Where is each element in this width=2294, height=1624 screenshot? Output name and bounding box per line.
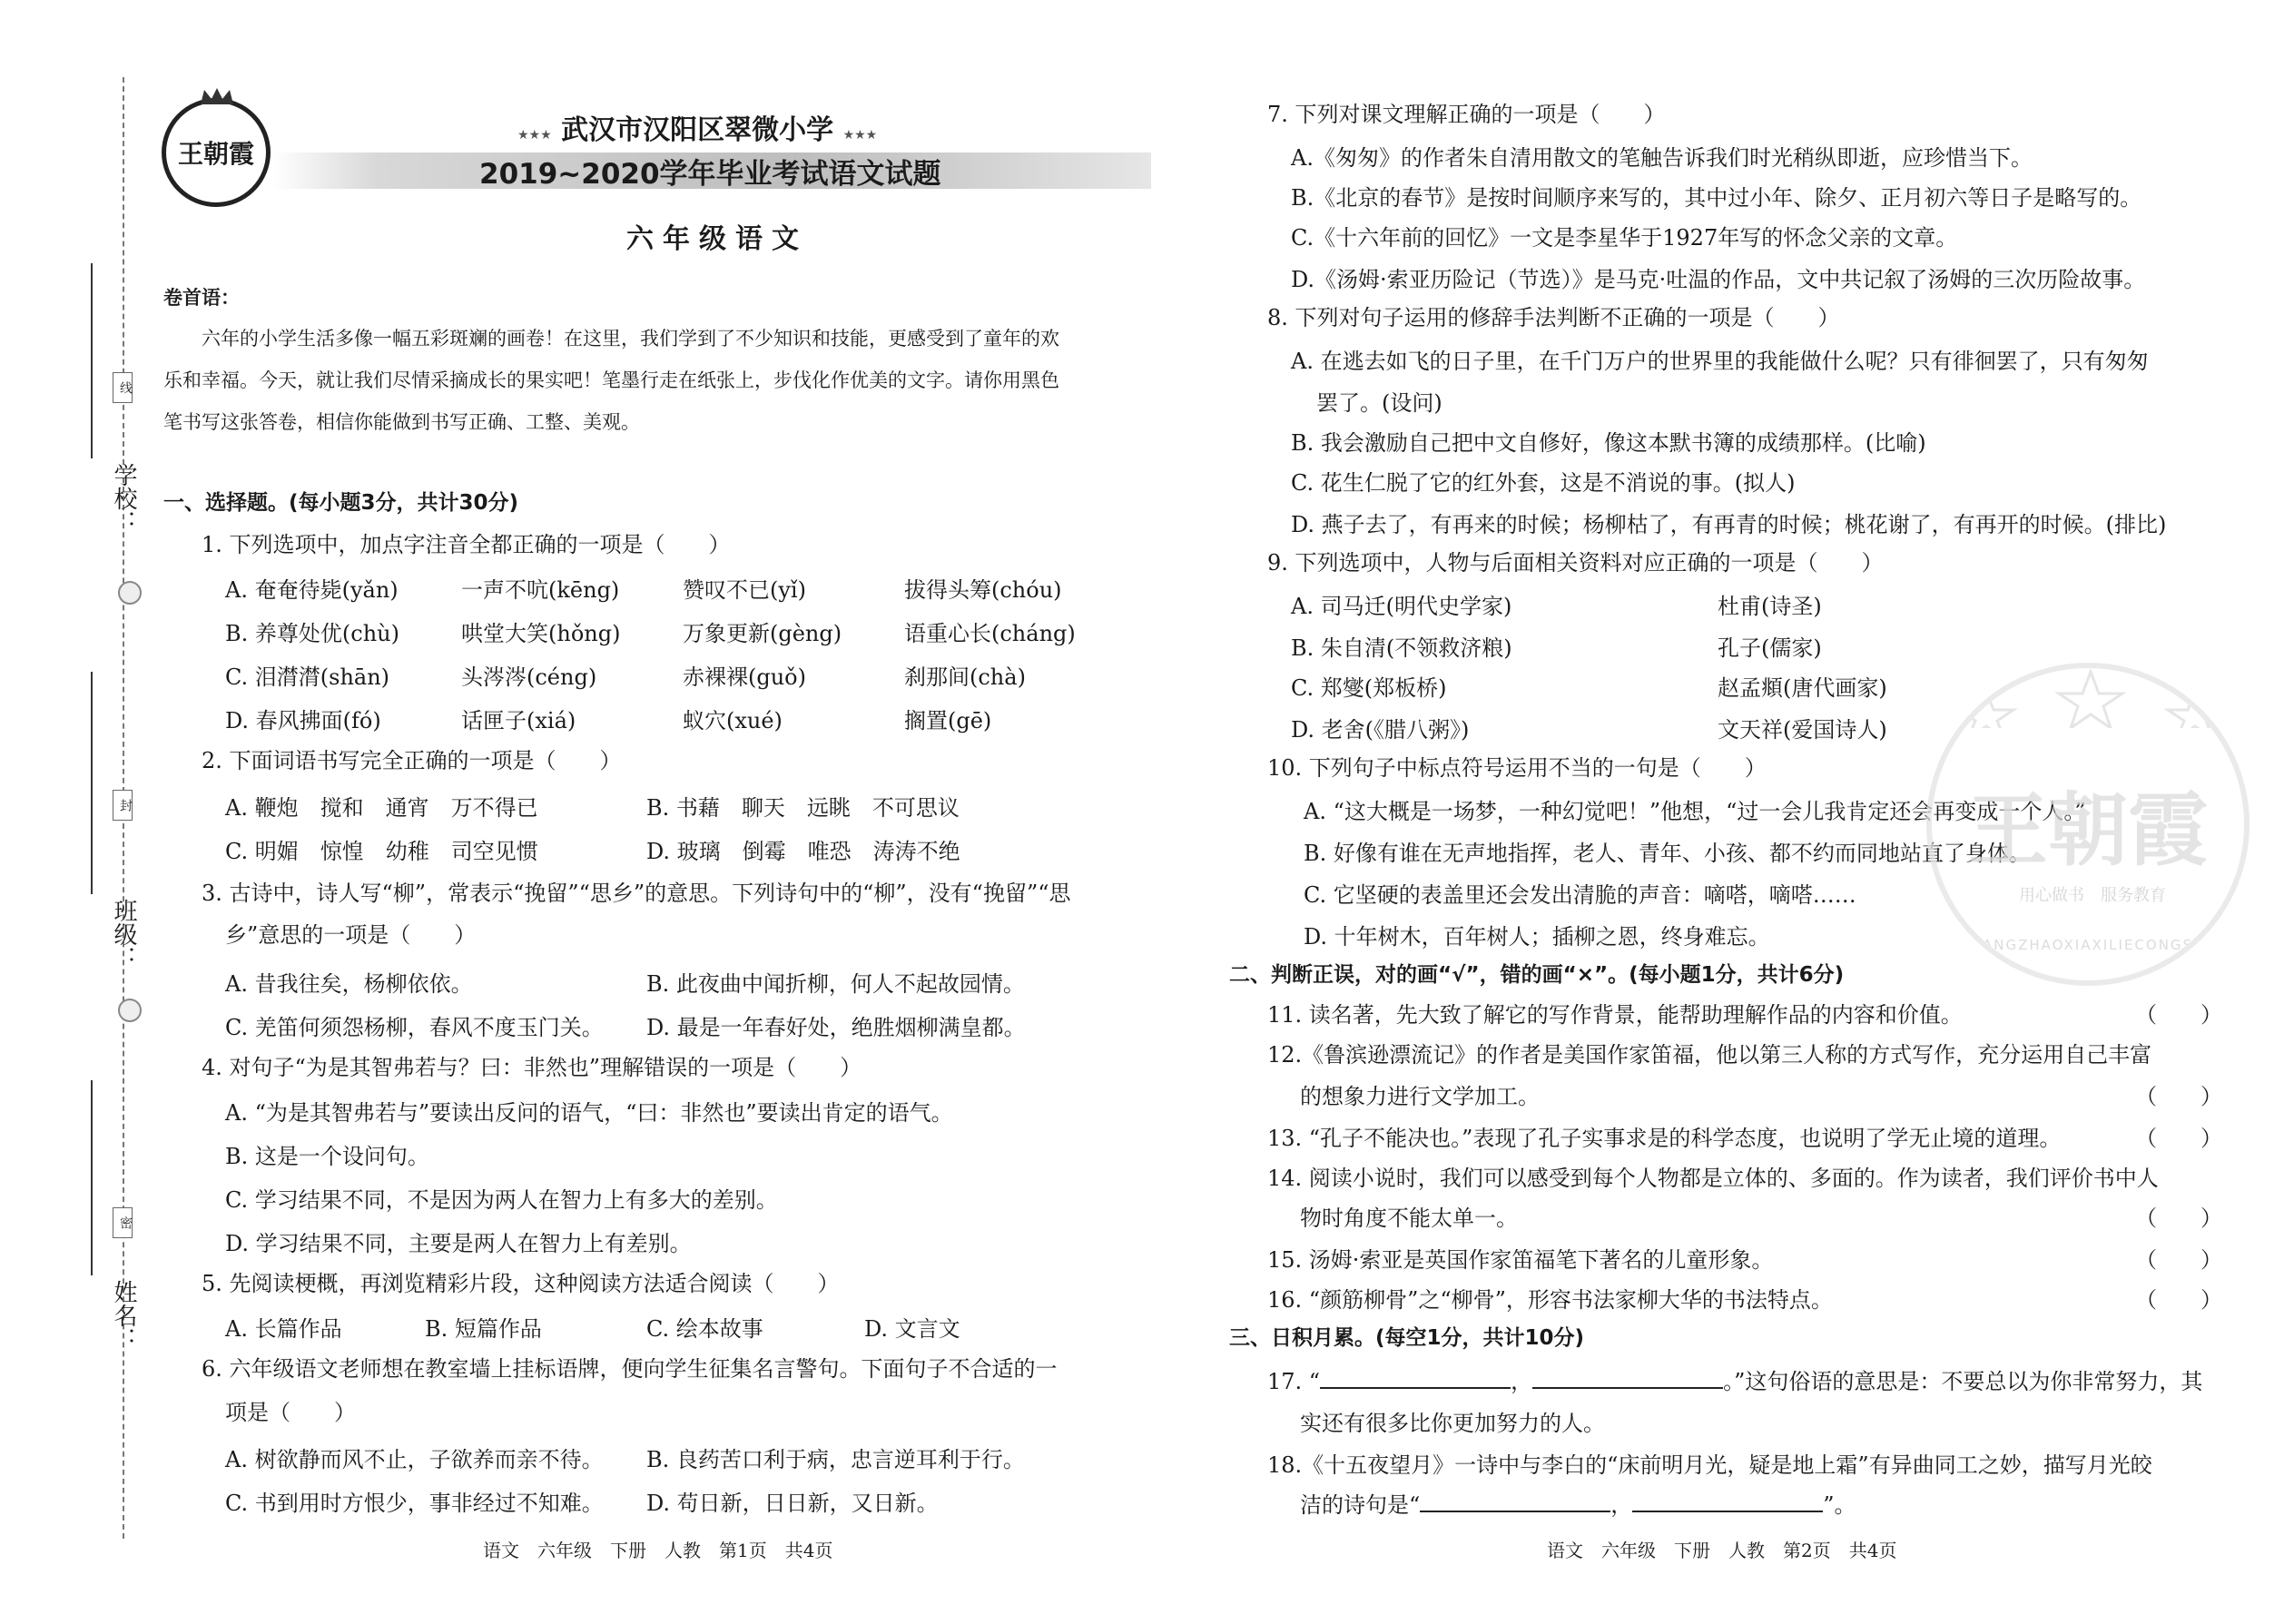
q1-word: 蚁穴(xué) [683, 708, 783, 733]
q8-option-d[interactable]: D. 燕子去了，有再来的时候；杨柳枯了，有再青的时候；桃花谢了，有再开的时候。(排比) [1291, 512, 2167, 537]
q6-stem: 项是（ ） [225, 1400, 356, 1425]
school-name [517, 107, 877, 147]
watermark-text: 王朝霞 [1967, 782, 2208, 877]
q1-word: 拔得头筹(chóu) [904, 577, 1062, 603]
answer-paren[interactable]: （ ） [2135, 1247, 2222, 1273]
q13: 13. “孔子不能决也。”表现了孔子实事求是的科学态度，也说明了学无止境的道理。 [1267, 1126, 2062, 1151]
q5-option-d[interactable]: D. 文言文 [864, 1316, 960, 1342]
q7-option-b[interactable]: B.《北京的春节》是按时间顺序来写的，其中过小年、除夕、正月初六等日子是略写的。 [1291, 185, 2142, 211]
q4-option-b[interactable]: B. 这是一个设问句。 [225, 1144, 429, 1169]
star-icon: ★★★ [842, 128, 878, 143]
q9-option-c[interactable]: C. 郑燮(郑板桥) [1291, 675, 1447, 701]
class-label: 班级： [110, 899, 137, 969]
q2-option-c[interactable]: C. 明媚 惊惶 幼稚 司空见惯 [225, 839, 538, 864]
star-icon: ★★★ [517, 128, 552, 143]
q9-option-a[interactable]: A. 司马迁(明代史学家) [1291, 594, 1512, 619]
q14: 14. 阅读小说时，我们可以感受到每个人物都是立体的、多面的。作为读者，我们评价书中人 [1267, 1166, 2159, 1191]
q7-option-a[interactable]: A.《匆匆》的作者朱自清用散文的笔触告诉我们时光稍纵即逝，应珍惜当下。 [1291, 145, 2033, 171]
q1-option[interactable]: D. 春风拂面(fó) [225, 708, 381, 733]
q1-word: 话匣子(xiá) [461, 708, 576, 733]
q6-option-a[interactable]: A. 树欲静而风不止，子欲养而亲不待。 [225, 1447, 604, 1472]
q3-option-c[interactable]: C. 羌笛何须怨杨柳，春风不度玉门关。 [225, 1015, 604, 1040]
q17-line-2: 实还有很多比你更加努力的人。 [1300, 1411, 1605, 1436]
q9-option-d[interactable]: D. 老舍(《腊八粥》) [1291, 717, 1470, 743]
watermark-slogan: 用心做书 服务教育 [2019, 886, 2166, 905]
preface-line: 六年的小学生活多像一幅五彩斑斓的画卷！在这里，我们学到了不少知识和技能，更感受到了童年的欢 [202, 328, 1059, 349]
answer-paren[interactable]: （ ） [2135, 1206, 2222, 1231]
q8-option-c[interactable]: C. 花生仁脱了它的红外套，这是不消说的事。(拟人) [1291, 470, 1796, 496]
q18-post: ”。 [1823, 1492, 1856, 1518]
q17-blank-1[interactable] [1320, 1365, 1511, 1389]
q1-word: 一声不吭(kēng) [461, 577, 620, 603]
q4-option-a[interactable]: A. “为是其智弗若与”要读出反问的语气，“曰：非然也”要读出肯定的语气。 [225, 1100, 953, 1126]
school-name-text: 武汉市汉阳区翠微小学 [561, 114, 834, 146]
q18-sep: ， [1610, 1492, 1633, 1518]
q9-pair: 杜甫(诗圣) [1718, 594, 1822, 619]
q5-option-b[interactable]: B. 短篇作品 [425, 1316, 542, 1342]
answer-paren[interactable]: （ ） [2135, 1084, 2222, 1109]
q1-word: 搁置(gē) [904, 708, 992, 733]
footer-page-2: 语文 六年级 下册 人教 第2页 共4页 [1547, 1540, 1897, 1561]
q18-line: 18.《十五夜望月》一诗中与李白的“床前明月光，疑是地上霜”有异曲同工之妙，描写月光皎 [1267, 1452, 2152, 1478]
q10-option-d[interactable]: D. 十年树木，百年树人；插柳之恩，终身难忘。 [1304, 924, 1770, 950]
q18-pre: 洁的诗句是“ [1300, 1492, 1421, 1518]
q1-option[interactable]: C. 泪潸潸(shān) [225, 664, 390, 690]
binding-hole [118, 581, 142, 605]
q2-option-b[interactable]: B. 书藉 聊天 远眺 不可思议 [646, 795, 960, 821]
answer-paren[interactable]: （ ） [2135, 1126, 2222, 1151]
name-field[interactable] [91, 1080, 93, 1275]
q12-cont: 的想象力进行文学加工。 [1300, 1084, 1540, 1109]
q7-stem: 7. 下列对课文理解正确的一项是（ ） [1267, 102, 1666, 127]
name-label: 姓名： [110, 1280, 137, 1351]
q10-option-c[interactable]: C. 它坚硬的表盖里还会发出清脆的声音：嘀嗒，嘀嗒…… [1304, 882, 1856, 908]
footer-page-1: 语文 六年级 下册 人教 第1页 共4页 [483, 1540, 833, 1561]
answer-paren[interactable]: （ ） [2135, 1002, 2222, 1028]
q9-option-b[interactable]: B. 朱自清(不领救济粮) [1291, 635, 1512, 661]
q1-word: 赤裸裸(guǒ) [683, 664, 806, 690]
q9-pair: 文天祥(爱国诗人) [1718, 717, 1887, 743]
q8-option-a-cont: 罢了。(设问) [1316, 390, 1442, 416]
section-3-title: 三、日积月累。(每空1分，共计10分) [1229, 1326, 1585, 1350]
binding-mark-feng: 封 [113, 790, 133, 821]
section-2-title: 二、判断正误，对的画“√”，错的画“×”。(每小题1分，共计6分) [1229, 963, 1845, 987]
q17-post: 。”这句俗语的意思是：不要总以为你非常努力，其 [1723, 1369, 2203, 1394]
q1-stem: 1. 下列选项中，加点字注音全都正确的一项是（ ） [202, 532, 731, 557]
q4-option-d[interactable]: D. 学习结果不同，主要是两人在智力上有差别。 [225, 1231, 692, 1256]
q17-sep: ， [1511, 1369, 1533, 1394]
q1-word: 语重心长(cháng) [904, 621, 1076, 646]
q1-word: 刹那间(chà) [904, 664, 1026, 690]
brand-logo [162, 98, 271, 207]
star-icon [1950, 664, 2231, 728]
school-label: 学校： [110, 463, 137, 534]
watermark-arc: WANGZHAOXIAXILIECONGSHU [1968, 937, 2218, 953]
q3-option-b[interactable]: B. 此夜曲中闻折柳，何人不起故园情。 [646, 971, 1025, 997]
preface-label: 卷首语： [163, 287, 240, 309]
q2-option-a[interactable]: A. 鞭炮 搅和 通宵 万不得已 [225, 795, 538, 821]
q15: 15. 汤姆·索亚是英国作家笛福笔下著名的儿童形象。 [1267, 1247, 1774, 1273]
q10-option-b[interactable]: B. 好像有谁在无声地指挥，老人、青年、小孩、都不约而同地站直了身体。 [1304, 841, 2031, 866]
q6-option-d[interactable]: D. 苟日新，日日新，又日新。 [646, 1491, 939, 1516]
q1-word: 哄堂大笑(hǒng) [461, 621, 621, 646]
q10-stem: 10. 下列句子中标点符号运用不当的一句是（ ） [1267, 755, 1767, 781]
q16: 16. “颜筋柳骨”之“柳骨”，形容书法家柳大华的书法特点。 [1267, 1287, 1833, 1313]
q14-cont: 物时角度不能太单一。 [1300, 1206, 1518, 1231]
answer-paren[interactable]: （ ） [2135, 1287, 2222, 1313]
subject-title: 六年级语文 [626, 223, 808, 255]
section-1-title: 一、选择题。(每小题3分，共计30分) [163, 491, 519, 515]
q7-option-c[interactable]: C.《十六年前的回忆》一文是李星华于1927年写的怀念父亲的文章。 [1291, 225, 1958, 251]
q2-stem: 2. 下面词语书写完全正确的一项是（ ） [202, 748, 622, 773]
q3-stem: 乡”意思的一项是（ ） [225, 922, 477, 948]
q5-option-c[interactable]: C. 绘本故事 [646, 1316, 763, 1342]
q1-word: 赞叹不已(yǐ) [683, 577, 806, 603]
q3-option-d[interactable]: D. 最是一年春好处，绝胜烟柳满皇都。 [646, 1015, 1026, 1040]
q1-option[interactable]: B. 养尊处优(chù) [225, 621, 399, 646]
q6-stem: 6. 六年级语文老师想在教室墙上挂标语牌，便向学生征集名言警句。下面句子不合适的一 [202, 1356, 1058, 1382]
q7-option-d[interactable]: D.《汤姆·索亚历险记（节选）》是马克·吐温的作品，文中共记叙了汤姆的三次历险故事。 [1291, 267, 2146, 292]
q8-option-a[interactable]: A. 在逃去如飞的日子里，在千门万户的世界里的我能做什么呢？只有徘徊罢了，只有匆匆 [1291, 349, 2149, 374]
q12: 12.《鲁滨逊漂流记》的作者是美国作家笛福，他以第三人称的方式写作，充分运用自己丰富 [1267, 1042, 2152, 1068]
q18-blank-2[interactable] [1632, 1489, 1823, 1512]
q8-option-b[interactable]: B. 我会激励自己把中文自修好，像这本默书簿的成绩那样。(比喻) [1291, 430, 1926, 456]
q17-line [1267, 1363, 2202, 1395]
q3-option-a[interactable]: A. 昔我往矣，杨柳依依。 [225, 971, 473, 997]
q1-word: 头涔涔(céng) [461, 664, 597, 690]
q11: 11. 读名著，先大致了解它的写作背景，能帮助理解作品的内容和价值。 [1267, 1002, 1963, 1028]
q3-stem: 3. 古诗中，诗人写“柳”，常表示“挽留”“思乡”的意思。下列诗句中的“柳”，没有“挽留”“思 [202, 881, 1071, 906]
q4-stem: 4. 对句子“为是其智弗若与？曰：非然也”理解错误的一项是（ ） [202, 1055, 862, 1080]
q17-pre: 17. “ [1267, 1369, 1321, 1394]
class-field[interactable] [91, 672, 93, 894]
q18-line-2 [1300, 1487, 1856, 1519]
q8-stem: 8. 下列对句子运用的修辞手法判断不正确的一项是（ ） [1267, 305, 1840, 330]
q6-option-b[interactable]: B. 良药苦口利于病，忠言逆耳利于行。 [646, 1447, 1025, 1472]
q9-pair: 孔子(儒家) [1718, 635, 1822, 661]
watermark-seal [1926, 663, 2250, 986]
q18-blank-1[interactable] [1420, 1489, 1610, 1512]
binding-hole [118, 999, 142, 1022]
q9-stem: 9. 下列选项中，人物与后面相关资料对应正确的一项是（ ） [1267, 550, 1884, 576]
q1-word: 万象更新(gèng) [683, 621, 842, 646]
q1-option[interactable]: A. 奄奄待毙(yǎn) [225, 577, 399, 603]
q5-stem: 5. 先阅读梗概，再浏览精彩片段，这种阅读方法适合阅读（ ） [202, 1271, 840, 1296]
exam-title: 2019~2020学年毕业考试语文试题 [479, 158, 941, 191]
q9-pair: 赵孟頫(唐代画家) [1718, 675, 1887, 701]
logo-text: 王朝霞 [177, 139, 254, 169]
preface-line: 笔书写这张答卷，相信你能做到书写正确、工整、美观。 [163, 411, 640, 433]
crown-icon [199, 86, 235, 106]
q6-option-c[interactable]: C. 书到用时方恨少，事非经过不知难。 [225, 1491, 604, 1516]
q5-option-a[interactable]: A. 长篇作品 [225, 1316, 342, 1342]
school-field[interactable] [91, 263, 93, 458]
q10-option-a[interactable]: A. “这大概是一场梦，一种幻觉吧！”他想，“过一会儿我肯定还会再变成一个人。” [1304, 799, 2086, 824]
q4-option-c[interactable]: C. 学习结果不同，不是因为两人在智力上有多大的差别。 [225, 1187, 778, 1213]
preface-line: 乐和幸福。今天，就让我们尽情采摘成长的果实吧！笔墨行走在纸张上，步伐化作优美的文字。请你用黑色 [163, 369, 1059, 391]
q17-blank-2[interactable] [1532, 1365, 1723, 1389]
binding-mark-xian: 线 [113, 372, 133, 403]
binding-mark-mi: 密 [113, 1207, 133, 1238]
q2-option-d[interactable]: D. 玻璃 倒霉 唯恐 涛涛不绝 [646, 839, 960, 864]
